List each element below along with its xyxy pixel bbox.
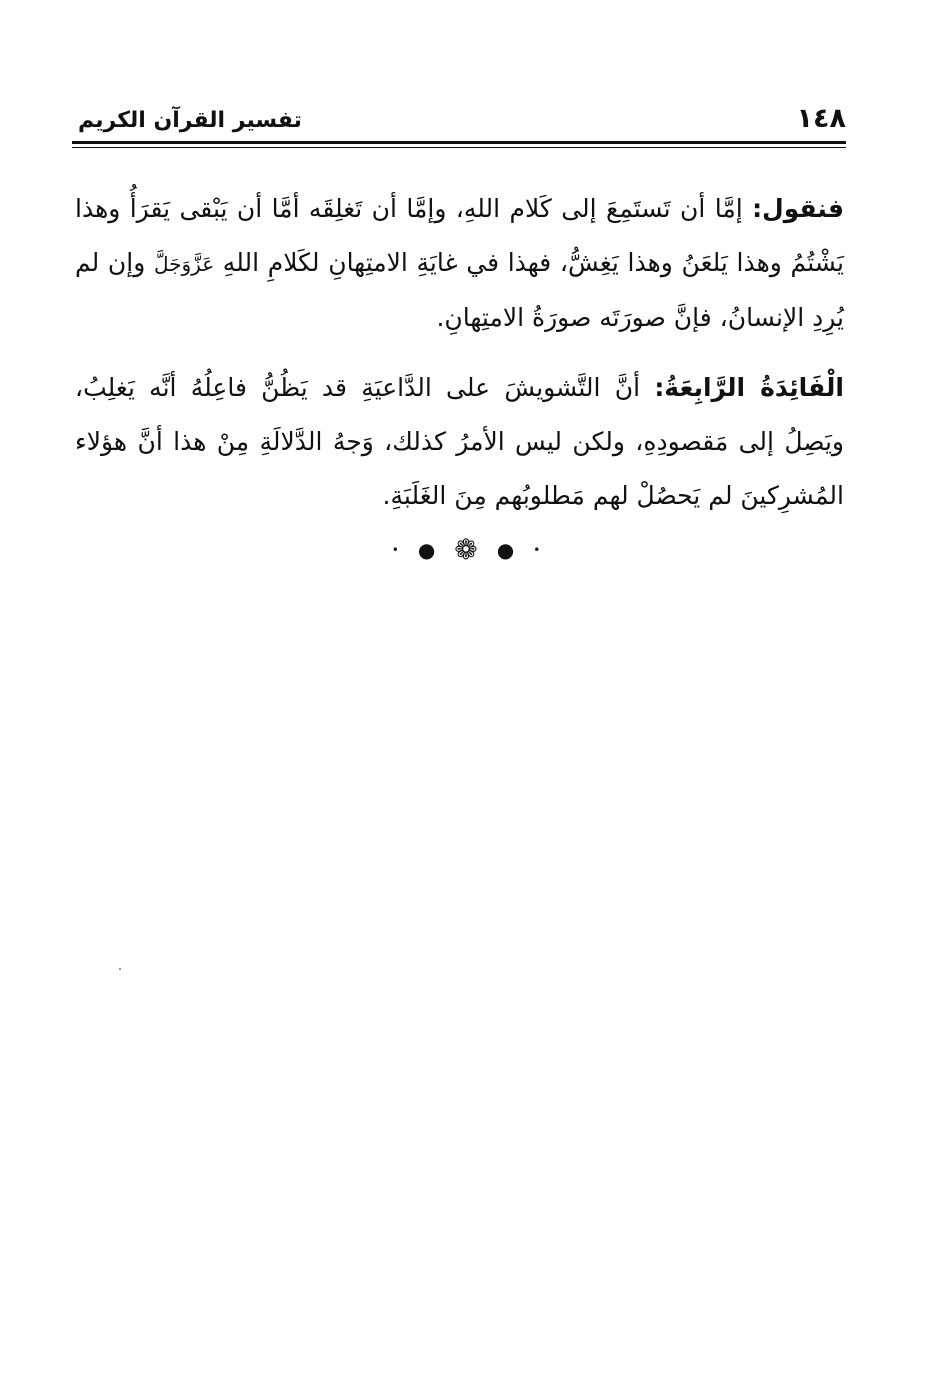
scan-speck [119,968,121,970]
page-number: ١٤٨ [796,103,846,134]
paragraph-2-heading: الْفَائِدَةُ الرَّابِعَةُ: [654,373,844,402]
ornament-dot-icon: • [533,543,547,557]
page-header [72,100,846,140]
paragraph-1-text-b: وإن لم يُرِدِ الإنسانُ، فإنَّ صورَتَه صورَةُ الامتِهانِ. [75,248,844,332]
paragraph-2-text: أنَّ التَّشويشَ على الدَّاعيَةِ قد يَظُنُّ فاعِلُهُ أنَّه يَغلِبُ، ويَصِلُ إلى مَقصودِهِ، ولكن ليس الأمرُ كذلك، وَجهُ الدَّلالَةِ مِنْ هذا أنَّ هؤلاء المُشرِكينَ لم يَحصُلْ لهم مَطلوبُهم مِنَ الغَلَبَةِ. [75,373,844,510]
running-title: تفسير القرآن الكريم [78,108,302,133]
paragraph-1-text-a: إمَّا أن تَستَمِعَ إلى كَلام اللهِ، وإمَّا أن تَغلِقَه أمَّا أن يَبْقى يَقرَأُ وهذا يَشْتُمُ وهذا يَلعَنُ وهذا يَغِشُّ، فهذا في غايَةِ الامتِهانِ لكَلامِ اللهِ [75,194,844,277]
ornament-dot-icon: ● [496,538,521,562]
paragraph-1 [75,182,844,345]
section-end-ornament [0,530,938,570]
ornament-knot-icon: ❁ [454,533,484,566]
header-rule-thick [72,141,846,144]
honorific-phrase: عَزَّوَجَلَّ [153,252,215,276]
ornament-dot-icon: • [391,543,405,557]
paragraph-1-lead: فنقول: [752,194,844,223]
body-text [75,182,844,523]
ornament-dot-icon: ● [417,538,442,562]
paragraph-2 [75,361,844,523]
header-rule-thin [72,147,846,148]
